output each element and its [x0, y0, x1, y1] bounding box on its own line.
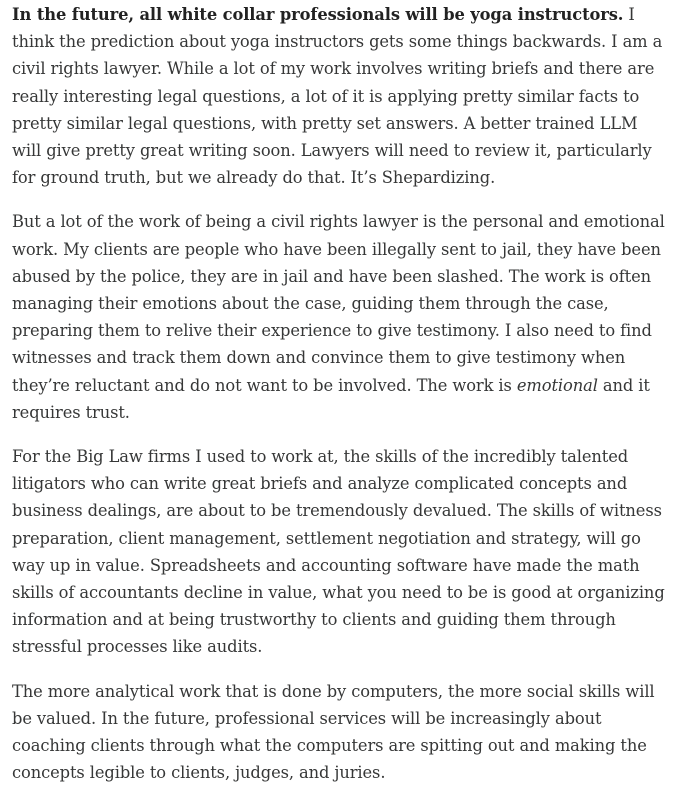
paragraph-lead: In the future, all white collar professionals will be yoga instructors.	[12, 5, 624, 24]
paragraph-4	[12, 678, 668, 786]
paragraph-2	[12, 208, 668, 426]
paragraph-text-end: and it requires trust.	[12, 375, 650, 422]
paragraph-text: For the Big Law firms I used to work at, the skills of the incredibly talented litigators who can write great briefs and analyze complicated concepts and business dealings, are about to be tremendously devalued. The skills of witness preparation, client management, settlement negotiation and strategy, will go way up in value. Spreadsheets and accounting software have made the math skills of accountants decline in value, what you need to be is good at organizing information and at being trustworthy to clients and guiding them through stressful processes like audits.	[12, 447, 665, 657]
paragraph-text: But a lot of the work of being a civil rights lawyer is the personal and emotional work. My clients are people who have been illegally sent to jail, they have been abused by the police, they are in jail and have been slashed. The work is often managing their emotions about the case, guiding them through the case, preparing them to relive their experience to give testimony. I also need to find witnesses and track them down and convince them to give testimony when they’re reluctant and do not want to be involved. The work is	[12, 212, 665, 395]
emphasized-word: emotional	[516, 375, 598, 395]
paragraph-text: I think the prediction about yoga instructors gets some things backwards. I am a civil rights lawyer. While a lot of my work involves writing briefs and there are really interesting legal questions, a lot of it is applying pretty similar facts to pretty similar legal questions, with pretty set answers. A better trained LLM will give pretty great writing soon. Lawyers will need to review it, particularly for ground truth, but we already do that. It’s Shepardizing.	[12, 5, 663, 188]
paragraph-3	[12, 443, 668, 661]
paragraph-text: The more analytical work that is done by computers, the more social skills will be valued. In the future, professional services will be increasingly about coaching clients through what the computers are spitting out and making the concepts legible to clients, judges, and juries.	[12, 681, 655, 783]
paragraph-1	[12, 1, 668, 191]
